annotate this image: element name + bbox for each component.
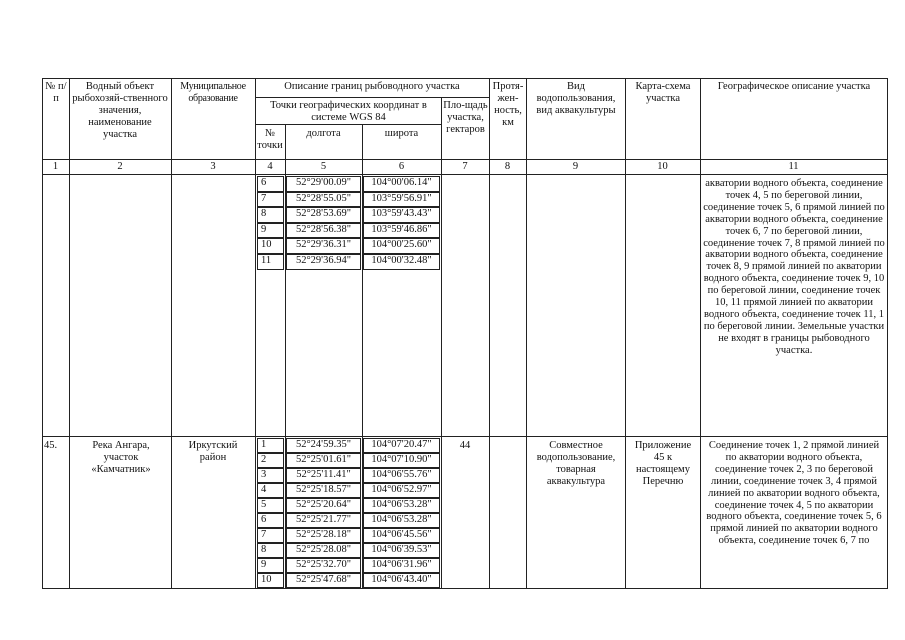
point-number: 6 xyxy=(261,177,267,188)
point-longitude: 52°28'55.05" xyxy=(295,192,351,204)
col-divider xyxy=(526,78,527,589)
point-longitude: 52°25'20.64" xyxy=(295,499,351,510)
points-group-border xyxy=(255,97,489,98)
colnum-5: 5 xyxy=(320,161,327,172)
points-subheader-border xyxy=(255,124,441,125)
point-number: 1 xyxy=(261,439,267,450)
point-latitude: 104°06'39.53" xyxy=(371,544,432,555)
section2-num: 45. xyxy=(44,440,58,451)
header-area: Пло-щадь участка, гектаров xyxy=(443,100,488,135)
point-longitude: 52°25'11.41" xyxy=(296,469,351,480)
col-divider xyxy=(489,78,490,589)
point-latitude: 104°06'53.28" xyxy=(371,499,432,510)
header-points-group: Точки географических координат в системе WGS 84 xyxy=(270,100,427,123)
point-latitude: 104°06'43.40" xyxy=(371,574,432,585)
point-latitude: 103°59'56.91" xyxy=(371,192,432,204)
point-latitude: 104°06'55.76" xyxy=(371,469,432,480)
section-divider xyxy=(42,436,888,437)
point-number: 10 xyxy=(261,574,272,585)
point-longitude: 52°25'21.77" xyxy=(295,514,351,525)
header-lat: широта xyxy=(384,128,419,139)
section2-municipal: Иркутский район xyxy=(188,440,238,463)
point-latitude: 104°06'31.96" xyxy=(371,559,432,570)
section2-object: Река Ангара, участок «Камчатник» xyxy=(91,440,151,475)
section2-map: Приложение 45 к настоящему Перечню xyxy=(634,440,692,487)
point-longitude: 52°29'00.09" xyxy=(295,177,351,188)
header-geo: Географическое описание участка xyxy=(717,81,871,92)
header-map: Карта-схема участка xyxy=(635,81,691,104)
point-number: 7 xyxy=(261,192,267,204)
header-municipal: Муниципальное образование xyxy=(180,81,246,104)
point-number: 3 xyxy=(261,469,267,480)
colnum-9: 9 xyxy=(572,161,579,172)
point-latitude: 104°06'52.97" xyxy=(371,484,432,495)
colnum-11: 11 xyxy=(788,161,799,172)
section2-description: Соединение точек 1, 2 прямой линией по акватории водного объекта, соединение точек 2, 3 по береговой линии, соединение точек 3, 4 прямой линией по акватории водного объекта, соединение точек 4, 5 по акватории водного объекта, соединение точек 5, 6 прямой линией по акватории водного объекта, соединение точек 6, 7 по xyxy=(706,440,882,547)
point-longitude: 52°25'32.70" xyxy=(295,559,351,570)
point-longitude: 52°29'36.31" xyxy=(295,239,351,251)
point-number: 11 xyxy=(261,255,272,266)
point-number: 6 xyxy=(261,514,267,525)
point-number: 7 xyxy=(261,529,267,540)
point-number: 9 xyxy=(261,559,267,570)
point-latitude: 104°00'32.48" xyxy=(371,255,432,266)
point-number: 8 xyxy=(261,544,267,555)
point-latitude: 104°00'25.60" xyxy=(371,239,432,251)
point-longitude: 52°28'53.69" xyxy=(295,208,351,220)
header-lon: долгота xyxy=(306,128,341,139)
colnum-1: 1 xyxy=(52,161,59,172)
point-number: 9 xyxy=(261,223,267,235)
colnum-10: 10 xyxy=(657,161,668,172)
colnum-4: 4 xyxy=(267,161,273,172)
table-right-border xyxy=(887,78,888,589)
colnum-8: 8 xyxy=(504,161,511,172)
point-latitude: 104°07'20.47" xyxy=(371,439,432,450)
colnum-7: 7 xyxy=(462,161,468,172)
point-number: 4 xyxy=(261,484,267,495)
point-latitude: 104°07'10.90" xyxy=(371,454,432,465)
col-divider xyxy=(625,78,626,589)
point-number: 8 xyxy=(261,208,267,220)
header-bottom-border xyxy=(42,159,888,160)
point-longitude: 52°25'01.61" xyxy=(295,454,351,465)
col-divider xyxy=(171,78,172,589)
section1-description: акватории водного объекта, соединение точек 4, 5 по береговой линии, соединение точек 5, 6 прямой линией по акватории водного объекта, соединение точек 6, 7 по береговой линии, соединение точек 7, 8 прямой линией по акватории водного объекта, соединение точек 8, 9 прямой линией по акватории водного объекта, соединение точек 9, 10 по береговой линии, соединение точек 10, 11 прямой линией по акватории водного объекта, соединение точек 11, 1 по береговой линии. Земельные участки не входят в границы рыбоводного участка. xyxy=(703,178,885,356)
point-latitude: 103°59'46.86" xyxy=(371,223,432,235)
col-divider xyxy=(255,78,256,589)
point-latitude: 104°06'53.28" xyxy=(371,514,432,525)
point-latitude: 103°59'43.43" xyxy=(371,208,432,220)
colnum-6: 6 xyxy=(398,161,405,172)
colnum-bottom-border xyxy=(42,174,888,175)
header-boundaries: Описание границ рыбоводного участка xyxy=(284,81,460,92)
point-longitude: 52°25'28.08" xyxy=(295,544,351,555)
colnum-3: 3 xyxy=(210,161,216,172)
point-longitude: 52°25'28.18" xyxy=(295,529,351,540)
point-number: 5 xyxy=(261,499,267,510)
point-longitude: 52°25'18.57" xyxy=(295,484,351,495)
point-longitude: 52°29'36.94" xyxy=(295,255,351,266)
header-point-no: № точки xyxy=(257,128,283,151)
point-longitude: 52°25'47.68" xyxy=(295,574,351,585)
section2-usage: Совместное водопользование, товарная аквакультура xyxy=(536,440,616,487)
point-longitude: 52°24'59.35" xyxy=(295,439,351,450)
table-top-border xyxy=(42,78,888,79)
point-latitude: 104°00'06.14" xyxy=(371,177,432,188)
table-bottom-border xyxy=(42,588,888,589)
point-number: 2 xyxy=(261,454,267,465)
point-latitude: 104°06'45.56" xyxy=(371,529,432,540)
header-num: № п/п xyxy=(45,81,67,104)
point-longitude: 52°28'56.38" xyxy=(295,223,351,235)
header-usage: Вид водопользования, вид аквакультуры xyxy=(536,81,616,116)
header-length: Протя-жен-ность, км xyxy=(492,81,524,128)
table-left-border xyxy=(42,78,43,589)
section2-area: 44 xyxy=(459,440,471,451)
col-divider xyxy=(69,78,70,589)
col-divider xyxy=(700,78,701,589)
header-object: Водный объект рыбохозяй-ственного значения, наименование участка xyxy=(72,81,168,140)
point-number: 10 xyxy=(261,239,272,251)
colnum-2: 2 xyxy=(117,161,123,172)
